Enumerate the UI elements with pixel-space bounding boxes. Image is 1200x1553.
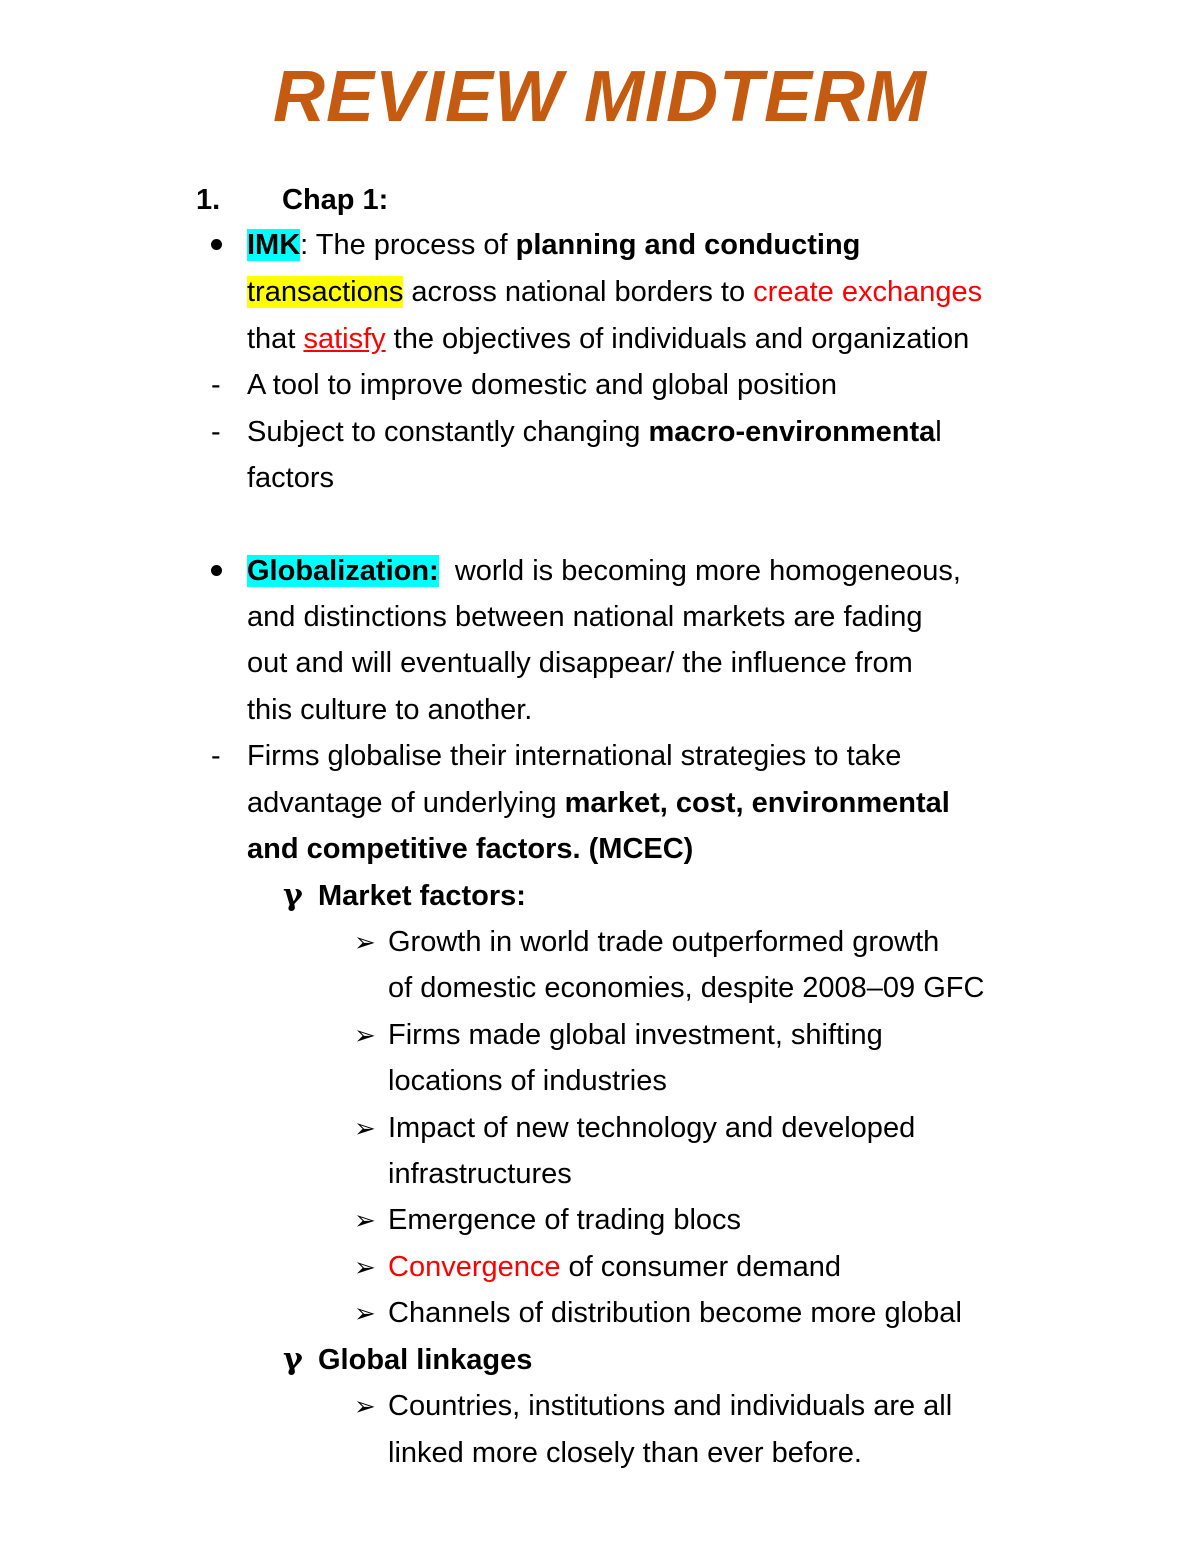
convergence-word: Convergence (388, 1251, 561, 1283)
globalization-text: world is becoming more homogeneous, (438, 555, 961, 587)
document-title: REVIEW MIDTERM (273, 57, 927, 137)
market-factor-item: Growth in world trade outperformed growth (388, 926, 940, 958)
arrow-bullet-icon: ➢ (354, 1391, 376, 1421)
imk-text: across national borders to (403, 276, 754, 308)
imk-point-1: A tool to improve domestic and global position (247, 369, 838, 401)
bullet-dot-icon (211, 565, 222, 576)
arrow-bullet-icon: ➢ (354, 1205, 376, 1235)
firms-line-3: and competitive factors. (MCEC) (247, 833, 694, 865)
chapter-number: 1. (196, 184, 221, 216)
firms-line-2 (247, 783, 950, 823)
global-linkage-item-cont: linked more closely than ever before. (388, 1437, 862, 1469)
arrow-bullet-icon: ➢ (354, 1298, 376, 1328)
firms-bold: market, cost, environmental (564, 787, 950, 819)
dash-marker: - (211, 416, 221, 448)
imk-definition-line-1 (247, 225, 860, 265)
imk-definition-line-3 (247, 319, 969, 359)
imk-point-2 (247, 412, 942, 452)
market-factors-heading: Market factors: (318, 880, 526, 912)
gamma-bullet-icon: γ (283, 1342, 303, 1377)
market-factor-item-cont: infrastructures (388, 1158, 572, 1190)
bullet-dot-icon (211, 239, 222, 250)
market-factor-item-cont: of domestic economies, despite 2008–09 GFC (388, 972, 985, 1004)
global-linkages-heading: Global linkages (318, 1344, 533, 1376)
imk-red-underlined-word: satisfy (303, 323, 386, 355)
imk-term: IMK (247, 229, 301, 261)
imk-point-text: Subject to constantly changing (247, 416, 649, 448)
chapter-label: Chap 1: (282, 184, 389, 216)
imk-point-text: l (935, 416, 942, 448)
imk-point-bold: macro-environmenta (648, 416, 936, 448)
globalization-line-2: and distinctions between national markets are fading (247, 601, 923, 633)
imk-red-phrase: create exchanges (753, 276, 983, 308)
firms-text: advantage of underlying (247, 787, 565, 819)
imk-text: the objectives of individuals and organization (385, 323, 970, 355)
dash-marker: - (211, 740, 221, 772)
globalization-line-4: this culture to another. (247, 694, 533, 726)
imk-text: that (247, 323, 304, 355)
imk-point-2-cont: factors (247, 462, 335, 494)
market-factor-item (388, 1247, 841, 1287)
firms-line-1: Firms globalise their international strategies to take (247, 740, 902, 772)
arrow-bullet-icon: ➢ (354, 1020, 376, 1050)
global-linkage-item: Countries, institutions and individuals are all (388, 1390, 953, 1422)
imk-highlight-transactions: transactions (247, 276, 404, 308)
imk-text: : The process of (300, 229, 516, 261)
arrow-bullet-icon: ➢ (354, 927, 376, 957)
market-factor-item: Impact of new technology and developed (388, 1112, 916, 1144)
market-factor-item-cont: locations of industries (388, 1065, 667, 1097)
market-factor-item: Firms made global investment, shifting (388, 1019, 883, 1051)
globalization-term: Globalization: (247, 555, 439, 587)
dash-marker: - (211, 369, 221, 401)
market-factor-item: Emergence of trading blocs (388, 1204, 742, 1236)
imk-definition-line-2 (247, 272, 982, 312)
market-factor-text: of consumer demand (560, 1251, 841, 1283)
arrow-bullet-icon: ➢ (354, 1252, 376, 1282)
gamma-bullet-icon: γ (283, 878, 303, 913)
arrow-bullet-icon: ➢ (354, 1113, 376, 1143)
globalization-line-3: out and will eventually disappear/ the influence from (247, 647, 913, 679)
imk-bold-phrase: planning and conducting (515, 229, 861, 261)
globalization-line-1 (247, 551, 961, 591)
market-factor-item: Channels of distribution become more global (388, 1297, 962, 1329)
